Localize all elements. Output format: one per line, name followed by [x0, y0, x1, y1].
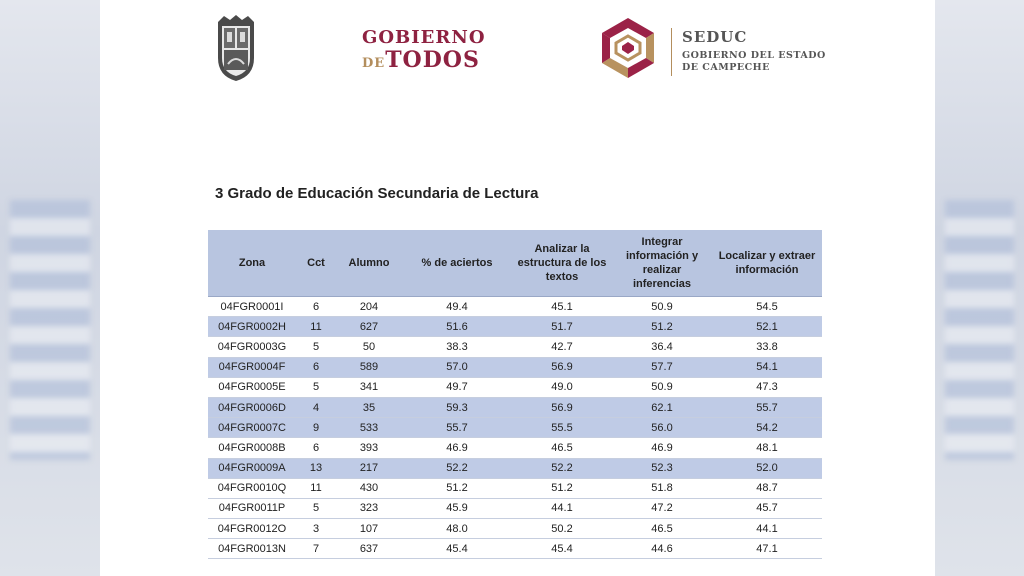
table-row [208, 498, 822, 518]
cell-analizar: 56.9 [512, 397, 612, 417]
cell-cct: 4 [296, 397, 336, 417]
cell-cct: 6 [296, 297, 336, 317]
cell-aciertos: 51.2 [402, 478, 512, 498]
cell-cct: 3 [296, 519, 336, 539]
cell-zona: 04FGR0007C [208, 418, 296, 438]
results-table [208, 230, 822, 559]
column-header-cct: Cct [296, 230, 336, 297]
cell-alumno: 533 [336, 418, 402, 438]
cell-analizar: 52.2 [512, 458, 612, 478]
table-row [208, 458, 822, 478]
column-header-integrar: Integrar información y realizar inferencias [612, 230, 712, 297]
table-row [208, 297, 822, 317]
cell-localizar: 48.7 [712, 478, 822, 498]
cell-analizar: 55.5 [512, 418, 612, 438]
cell-alumno: 217 [336, 458, 402, 478]
seduc-title: SEDUC [682, 28, 748, 46]
document-title: 3 Grado de Educación Secundaria de Lectura [215, 185, 539, 202]
cell-zona: 04FGR0013N [208, 539, 296, 559]
cell-localizar: 52.0 [712, 458, 822, 478]
cell-analizar: 51.2 [512, 478, 612, 498]
document-page [100, 0, 935, 576]
seduc-line1: GOBIERNO DEL ESTADO [682, 50, 826, 61]
cell-alumno: 627 [336, 317, 402, 337]
cell-aciertos: 59.3 [402, 397, 512, 417]
cell-alumno: 393 [336, 438, 402, 458]
cell-localizar: 48.1 [712, 438, 822, 458]
cell-integrar: 56.0 [612, 418, 712, 438]
cell-analizar: 50.2 [512, 519, 612, 539]
cell-alumno: 50 [336, 337, 402, 357]
cell-aciertos: 51.6 [402, 317, 512, 337]
cell-analizar: 49.0 [512, 377, 612, 397]
gobierno-logo-line2 [362, 47, 480, 73]
gobierno-de-todos-logo [358, 27, 488, 71]
seduc-separator [671, 28, 672, 76]
column-header-zona: Zona [208, 230, 296, 297]
table-row [208, 539, 822, 559]
table-row [208, 478, 822, 498]
cell-cct: 13 [296, 458, 336, 478]
cell-aciertos: 38.3 [402, 337, 512, 357]
cell-alumno: 341 [336, 377, 402, 397]
cell-zona: 04FGR0003G [208, 337, 296, 357]
seduc-line2: DE CAMPECHE [682, 62, 770, 73]
column-header-analizar: Analizar la estructura de los textos [512, 230, 612, 297]
cell-aciertos: 49.4 [402, 297, 512, 317]
cell-cct: 11 [296, 478, 336, 498]
cell-integrar: 57.7 [612, 357, 712, 377]
coat-of-arms-icon [216, 14, 256, 82]
cell-localizar: 54.5 [712, 297, 822, 317]
cell-integrar: 47.2 [612, 498, 712, 518]
cell-aciertos: 48.0 [402, 519, 512, 539]
cell-zona: 04FGR0008B [208, 438, 296, 458]
cell-integrar: 44.6 [612, 539, 712, 559]
cell-zona: 04FGR0004F [208, 357, 296, 377]
cell-integrar: 51.8 [612, 478, 712, 498]
cell-integrar: 36.4 [612, 337, 712, 357]
cell-alumno: 637 [336, 539, 402, 559]
cell-integrar: 52.3 [612, 458, 712, 478]
gobierno-logo-line1: GOBIERNO [362, 27, 486, 48]
column-header-aciertos: % de aciertos [402, 230, 512, 297]
cell-cct: 6 [296, 438, 336, 458]
table-header-row [208, 230, 822, 297]
cell-cct: 5 [296, 337, 336, 357]
cell-cct: 9 [296, 418, 336, 438]
gobierno-logo-todos: TODOS [385, 47, 480, 73]
cell-zona: 04FGR0010Q [208, 478, 296, 498]
cell-cct: 6 [296, 357, 336, 377]
table-row [208, 397, 822, 417]
cell-cct: 7 [296, 539, 336, 559]
cell-localizar: 54.2 [712, 418, 822, 438]
cell-alumno: 204 [336, 297, 402, 317]
cell-integrar: 46.9 [612, 438, 712, 458]
cell-localizar: 47.1 [712, 539, 822, 559]
cell-integrar: 62.1 [612, 397, 712, 417]
cell-analizar: 45.1 [512, 297, 612, 317]
cell-alumno: 35 [336, 397, 402, 417]
seduc-logo-icon [596, 16, 660, 80]
cell-integrar: 51.2 [612, 317, 712, 337]
blurred-background-left [0, 0, 100, 576]
seduc-logo-text [682, 28, 826, 74]
cell-zona: 04FGR0012O [208, 519, 296, 539]
cell-zona: 04FGR0002H [208, 317, 296, 337]
table-row [208, 337, 822, 357]
cell-integrar: 50.9 [612, 297, 712, 317]
gobierno-logo-de: DE [362, 56, 386, 71]
cell-alumno: 430 [336, 478, 402, 498]
cell-localizar: 47.3 [712, 377, 822, 397]
cell-localizar: 44.1 [712, 519, 822, 539]
cell-alumno: 323 [336, 498, 402, 518]
table-row [208, 317, 822, 337]
cell-aciertos: 45.4 [402, 539, 512, 559]
table-row [208, 519, 822, 539]
cell-integrar: 46.5 [612, 519, 712, 539]
table-row [208, 418, 822, 438]
table-row [208, 377, 822, 397]
cell-analizar: 46.5 [512, 438, 612, 458]
cell-localizar: 55.7 [712, 397, 822, 417]
column-header-localizar: Localizar y extraer información [712, 230, 822, 297]
cell-zona: 04FGR0001I [208, 297, 296, 317]
cell-aciertos: 52.2 [402, 458, 512, 478]
cell-analizar: 44.1 [512, 498, 612, 518]
cell-zona: 04FGR0011P [208, 498, 296, 518]
cell-localizar: 54.1 [712, 357, 822, 377]
cell-alumno: 107 [336, 519, 402, 539]
cell-aciertos: 46.9 [402, 438, 512, 458]
column-header-alumno: Alumno [336, 230, 402, 297]
cell-analizar: 56.9 [512, 357, 612, 377]
cell-integrar: 50.9 [612, 377, 712, 397]
cell-cct: 11 [296, 317, 336, 337]
cell-localizar: 33.8 [712, 337, 822, 357]
cell-analizar: 42.7 [512, 337, 612, 357]
table-row [208, 438, 822, 458]
cell-localizar: 45.7 [712, 498, 822, 518]
table-row [208, 357, 822, 377]
cell-analizar: 51.7 [512, 317, 612, 337]
cell-zona: 04FGR0006D [208, 397, 296, 417]
cell-localizar: 52.1 [712, 317, 822, 337]
cell-zona: 04FGR0005E [208, 377, 296, 397]
cell-alumno: 589 [336, 357, 402, 377]
cell-cct: 5 [296, 377, 336, 397]
blurred-background-right [935, 0, 1024, 576]
cell-aciertos: 57.0 [402, 357, 512, 377]
cell-cct: 5 [296, 498, 336, 518]
cell-aciertos: 55.7 [402, 418, 512, 438]
cell-aciertos: 49.7 [402, 377, 512, 397]
cell-aciertos: 45.9 [402, 498, 512, 518]
cell-analizar: 45.4 [512, 539, 612, 559]
cell-zona: 04FGR0009A [208, 458, 296, 478]
